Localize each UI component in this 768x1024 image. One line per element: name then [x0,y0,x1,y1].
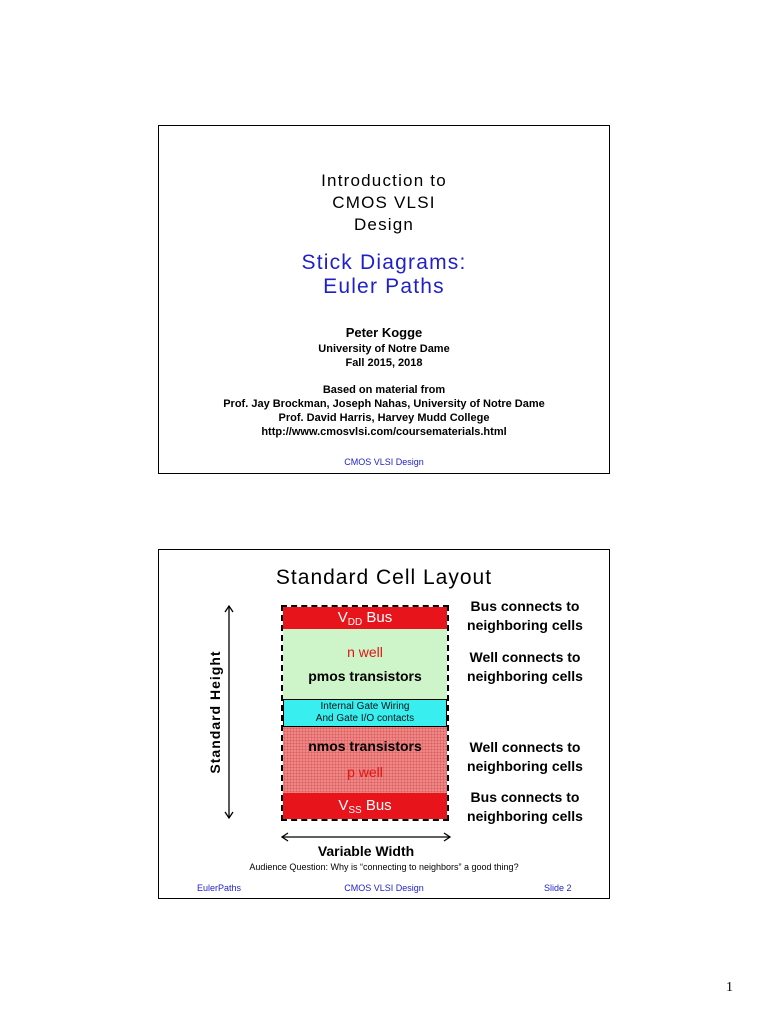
dates: Fall 2015, 2018 [345,357,423,369]
width-arrow [279,831,453,843]
slide-title: Standard Cell Layout [275,566,493,589]
side-note [459,597,591,635]
course-title-line: CMOS VLSI [332,193,436,212]
side-note-line: Well connects to [469,649,581,665]
vss-bus-suffix: Bus [361,797,392,814]
standard-height-label: Standard Height [207,650,223,774]
n-well-label: n well [347,644,383,660]
side-note [459,788,591,826]
course-title-line: Design [353,215,415,234]
gate-wiring-line: And Gate I/O contacts [315,713,415,724]
vdd-bus-suffix: Bus [362,609,393,626]
side-note-line: neighboring cells [467,668,583,684]
footer-center: CMOS VLSI Design [344,883,424,893]
side-note-line: Well connects to [469,739,581,755]
nmos-label: nmos transistors [308,738,422,754]
side-note [459,648,591,686]
gate-wiring-line: Internal Gate Wiring [320,701,410,712]
vss-subscript: SS [348,805,362,816]
variable-width-label: Variable Width [317,843,415,859]
side-note-line: neighboring cells [467,617,583,633]
credit-line: Prof. Jay Brockman, Joseph Nahas, University of Notre Dame [223,398,545,410]
course-title-line: Introduction to [321,171,447,190]
footer-left: EulerPaths [197,883,242,893]
author-name: Peter Kogge [345,325,423,340]
course-title [159,170,609,236]
credit-line: Prof. David Harris, Harvey Mudd College [278,412,490,424]
side-note-line: Bus connects to [470,598,580,614]
pmos-label: pmos transistors [308,668,422,684]
title-slide [158,125,610,474]
credit-link: http://www.cmosvlsi.com/coursematerials.html [261,426,507,438]
side-note-line: neighboring cells [467,808,583,824]
vss-bus-label: V [338,797,349,814]
cell-boundary [281,605,449,821]
side-note-line: neighboring cells [467,758,583,774]
height-arrow [221,603,237,821]
lecture-title [159,251,609,299]
p-well-label: p well [347,764,383,780]
footer-right: Slide 2 [544,883,572,893]
credits [159,383,609,439]
page-number: 1 [726,980,733,995]
lecture-title-line: Euler Paths [323,275,445,298]
standard-cell-slide [158,549,610,899]
lecture-title-line: Stick Diagrams: [301,251,467,274]
side-note [459,738,591,776]
vdd-bus-label: V [337,609,348,626]
vdd-subscript: DD [347,617,363,628]
audience-question: Audience Question: Why is “connecting to neighbors” a good thing? [249,862,519,872]
side-note-line: Bus connects to [470,789,580,805]
credit-line: Based on material from [322,384,446,396]
slide-footer: CMOS VLSI Design [344,457,424,467]
affiliation: University of Notre Dame [318,343,450,355]
